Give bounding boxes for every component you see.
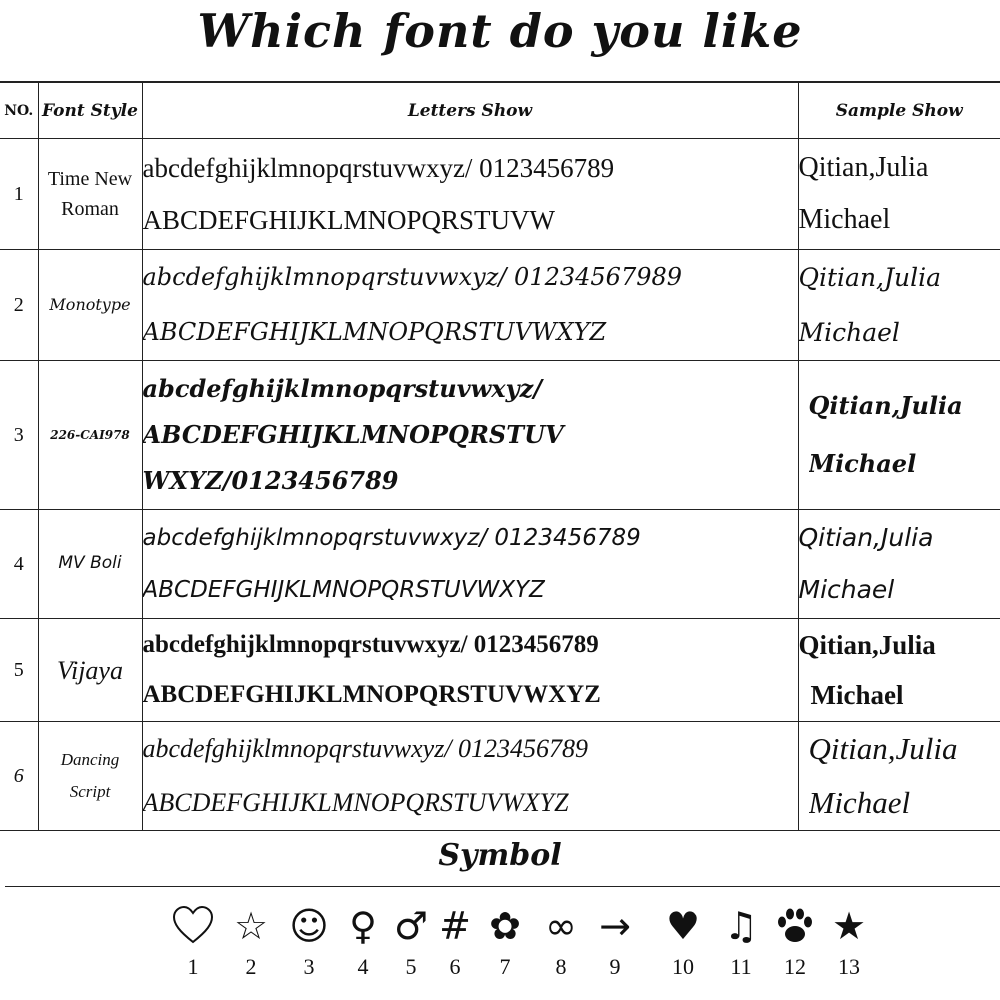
letters-show (142, 361, 798, 510)
row-number: 1 (0, 139, 38, 250)
sample-line: Qitian,Julia (798, 152, 929, 183)
letters-uppercase: ABCDEFGHIJKLMNOPQRSTUVWXYZ (142, 577, 545, 603)
table-row (0, 139, 1000, 250)
heart-filled-icon: ♥ (665, 904, 701, 948)
page-title: Which font do you like (197, 4, 803, 58)
flower-icon: ✿ (489, 904, 521, 948)
heart-outline-icon (165, 900, 221, 952)
letters-show (142, 510, 798, 619)
female-symbol-icon: ♀ (349, 904, 377, 948)
font-style-line: MV Boli (58, 553, 122, 574)
header-font-style: Font Style (38, 82, 142, 139)
table-row (0, 361, 1000, 510)
symbol-heading: Symbol (438, 838, 562, 873)
symbol-number: 10 (672, 954, 694, 979)
sample-show (798, 139, 1000, 250)
letters-uppercase: ABCDEFGHIJKLMNOPQRSTUVWXYZ (142, 681, 601, 708)
symbol-item (713, 900, 769, 980)
font-style-name (38, 139, 142, 250)
infinity-icon: ∞ (545, 904, 577, 948)
sample-show (798, 361, 1000, 510)
row-number: 5 (0, 619, 38, 722)
letters-show (142, 619, 798, 722)
star-outline-icon: ☆ (233, 904, 269, 948)
symbol-item (477, 900, 533, 980)
music-note-icon: ♫ (723, 904, 759, 948)
table-row (0, 722, 1000, 831)
row-number: 2 (0, 250, 38, 361)
symbol-number: 6 (449, 954, 461, 979)
sample-line: Michael (798, 204, 891, 235)
letters-digits: WXYZ/0123456789 (142, 466, 399, 495)
table-row (0, 510, 1000, 619)
letters-uppercase: ABCDEFGHIJKLMNOPQRSTUVWXYZ (142, 788, 569, 817)
font-style-line: 226-CAI978 (50, 428, 130, 442)
smiley-icon: ☺ (289, 904, 329, 948)
letters-lowercase: abcdefghijklmnopqrstuvwxyz/ 0123456789 (142, 631, 599, 658)
header-sample-show: Sample Show (798, 82, 1000, 139)
symbol-number: 3 (303, 954, 315, 979)
font-style-line: Monotype (49, 295, 131, 314)
font-style-line: Dancing (60, 749, 120, 769)
sample-line: Michael (808, 449, 917, 478)
font-style-name (38, 250, 142, 361)
symbol-item (655, 900, 711, 980)
symbol-item (587, 900, 643, 980)
sample-line: Qitian,Julia (798, 263, 942, 292)
sample-show (798, 510, 1000, 619)
symbol-number: 12 (784, 954, 806, 979)
symbol-number: 11 (730, 954, 752, 979)
sample-show (798, 722, 1000, 831)
symbol-number: 1 (187, 954, 199, 979)
letters-lowercase: abcdefghijklmnopqrstuvwxyz/ 0123456789 (142, 153, 615, 183)
symbol-number: 2 (245, 954, 257, 979)
table-header-row (0, 82, 1000, 139)
symbol-item (533, 900, 589, 980)
font-style-name (38, 619, 142, 722)
letters-lowercase: abcdefghijklmnopqrstuvwxyz/ 01234567989 (142, 263, 683, 291)
font-table (0, 81, 1000, 831)
header-letters-show: Letters Show (142, 82, 798, 139)
symbol-divider (5, 886, 1000, 887)
row-number: 6 (0, 722, 38, 831)
letters-lowercase: abcdefghijklmnopqrstuvwxyz/ 0123456789 (142, 525, 641, 551)
table-row (0, 250, 1000, 361)
letters-uppercase: ABCDEFGHIJKLMNOPQRSTUVWXYZ (142, 318, 607, 346)
font-style-line: Vijaya (57, 655, 123, 685)
symbol-number: 8 (555, 954, 567, 979)
symbol-number: 7 (499, 954, 511, 979)
symbol-number: 4 (357, 954, 369, 979)
letters-lowercase: abcdefghijklmnopqrstuvwxyz/ (142, 374, 542, 403)
letters-show (142, 139, 798, 250)
symbol-number: 13 (838, 954, 860, 979)
font-style-line: Script (69, 782, 111, 801)
sample-line: Michael (808, 785, 911, 820)
sample-line: Qitian,Julia (798, 523, 934, 552)
male-symbol-icon: ♂ (393, 904, 429, 948)
sample-line: Qitian,Julia (798, 630, 936, 660)
arrow-right-icon: → (599, 904, 631, 948)
symbol-item (427, 900, 483, 980)
symbol-list (165, 900, 885, 990)
font-style-name (38, 361, 142, 510)
paw-print-icon (767, 900, 823, 952)
font-style-line: Time New (47, 168, 133, 190)
sample-line: Qitian,Julia (808, 731, 958, 766)
font-style-name (38, 510, 142, 619)
symbol-number: 9 (609, 954, 621, 979)
sample-show (798, 250, 1000, 361)
letters-lowercase: abcdefghijklmnopqrstuvwxyz/ 0123456789 (142, 734, 589, 763)
table-row (0, 619, 1000, 722)
sample-show (798, 619, 1000, 722)
symbol-item (821, 900, 877, 980)
symbol-item (767, 900, 823, 980)
letters-show (142, 250, 798, 361)
row-number: 4 (0, 510, 38, 619)
sample-line: Michael (798, 318, 900, 347)
sample-line: Michael (810, 680, 904, 710)
header-no: NO. (0, 82, 38, 139)
hash-icon: # (439, 904, 471, 948)
symbol-item (281, 900, 337, 980)
letters-show (142, 722, 798, 831)
letters-uppercase: ABCDEFGHIJKLMNOPQRSTUVW (142, 205, 556, 235)
symbol-item (165, 900, 221, 980)
symbol-number: 5 (405, 954, 417, 979)
letters-uppercase: ABCDEFGHIJKLMNOPQRSTUV (142, 420, 564, 449)
font-style-name (38, 722, 142, 831)
star-filled-icon: ★ (831, 904, 867, 948)
sample-line: Qitian,Julia (808, 391, 963, 420)
symbol-item (223, 900, 279, 980)
row-number: 3 (0, 361, 38, 510)
font-style-line: Roman (61, 198, 119, 220)
sample-line: Michael (798, 575, 895, 604)
